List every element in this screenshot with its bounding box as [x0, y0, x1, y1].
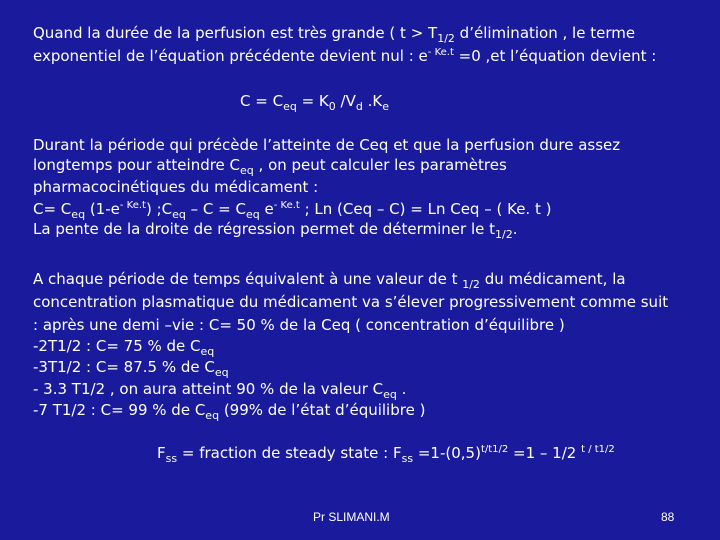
steady-state-fraction: $F_{ss}$ = fraction de steady state : $F_{ss} =1-(0,5)^{t/t1/2} =1 - 1/2$ $^{t / t1/2}$ [157, 444, 615, 465]
paragraph-3-line-4: -2T1/2 : C= 75 % de $C_{eq}$ [33, 337, 215, 358]
footer-page-number: 88 [661, 510, 675, 524]
paragraph-2-line-4: $C= C_{eq}$ $(1-e^{- Ke.t})$ $;C_{eq} - C = C_{eq}$ $e^{- Ke.t}$ ; Ln (Ceq – C) = Ln Ceq – ( Ke. t ) [33, 200, 552, 221]
paragraph-3-line-3: : après une demi –vie : C= 50 % de la Ceq ( concentration d’équilibre ) [33, 316, 565, 334]
paragraph-2-line-3: pharmacocinétiques du médicament : [33, 178, 319, 196]
paragraph-3-line-6: - 3.3 T1/2 , on aura atteint 90 % de la valeur $C_{eq}$ . [33, 380, 407, 401]
footer-author: Pr SLIMANI.M [313, 510, 390, 524]
paragraph-2-line-5: La pente de la droite de régression permet de déterminer le $t_{1/2}$. [33, 220, 518, 241]
paragraph-3-line-1: A chaque période de temps équivalent à une valeur de t $_{1/2}$ du médicament, la [33, 270, 626, 291]
paragraph-2-line-2: longtemps pour atteindre $C_{eq}$ , on peut calculer les paramètres [33, 156, 507, 177]
paragraph-1-line-2: exponentiel de l’équation précédente devient nul : $e^{- Ke.t} =0$ ,et l’équation devient : [33, 47, 657, 65]
paragraph-2-line-1: Durant la période qui précède l’atteinte de Ceq et que la perfusion dure assez [33, 136, 621, 154]
paragraph-3-line-2: concentration plasmatique du médicament va s’élever progressivement comme suit [33, 293, 669, 311]
paragraph-3-line-5: -3T1/2 : C= 87.5 % de $C_{eq}$ [33, 358, 229, 379]
paragraph-3-line-7: -7 T1/2 : C= 99 % de $C_{eq}$ (99% de l’état d’équilibre ) [33, 401, 426, 422]
equilibrium-formula: $C = C_{eq} = K_0$ $/V_d$ $.K_e$ [240, 92, 389, 113]
paragraph-1-line-1: Quand la durée de la perfusion est très grande ( $t > T_{1/2}$ d’élimination , le terme [33, 24, 636, 45]
